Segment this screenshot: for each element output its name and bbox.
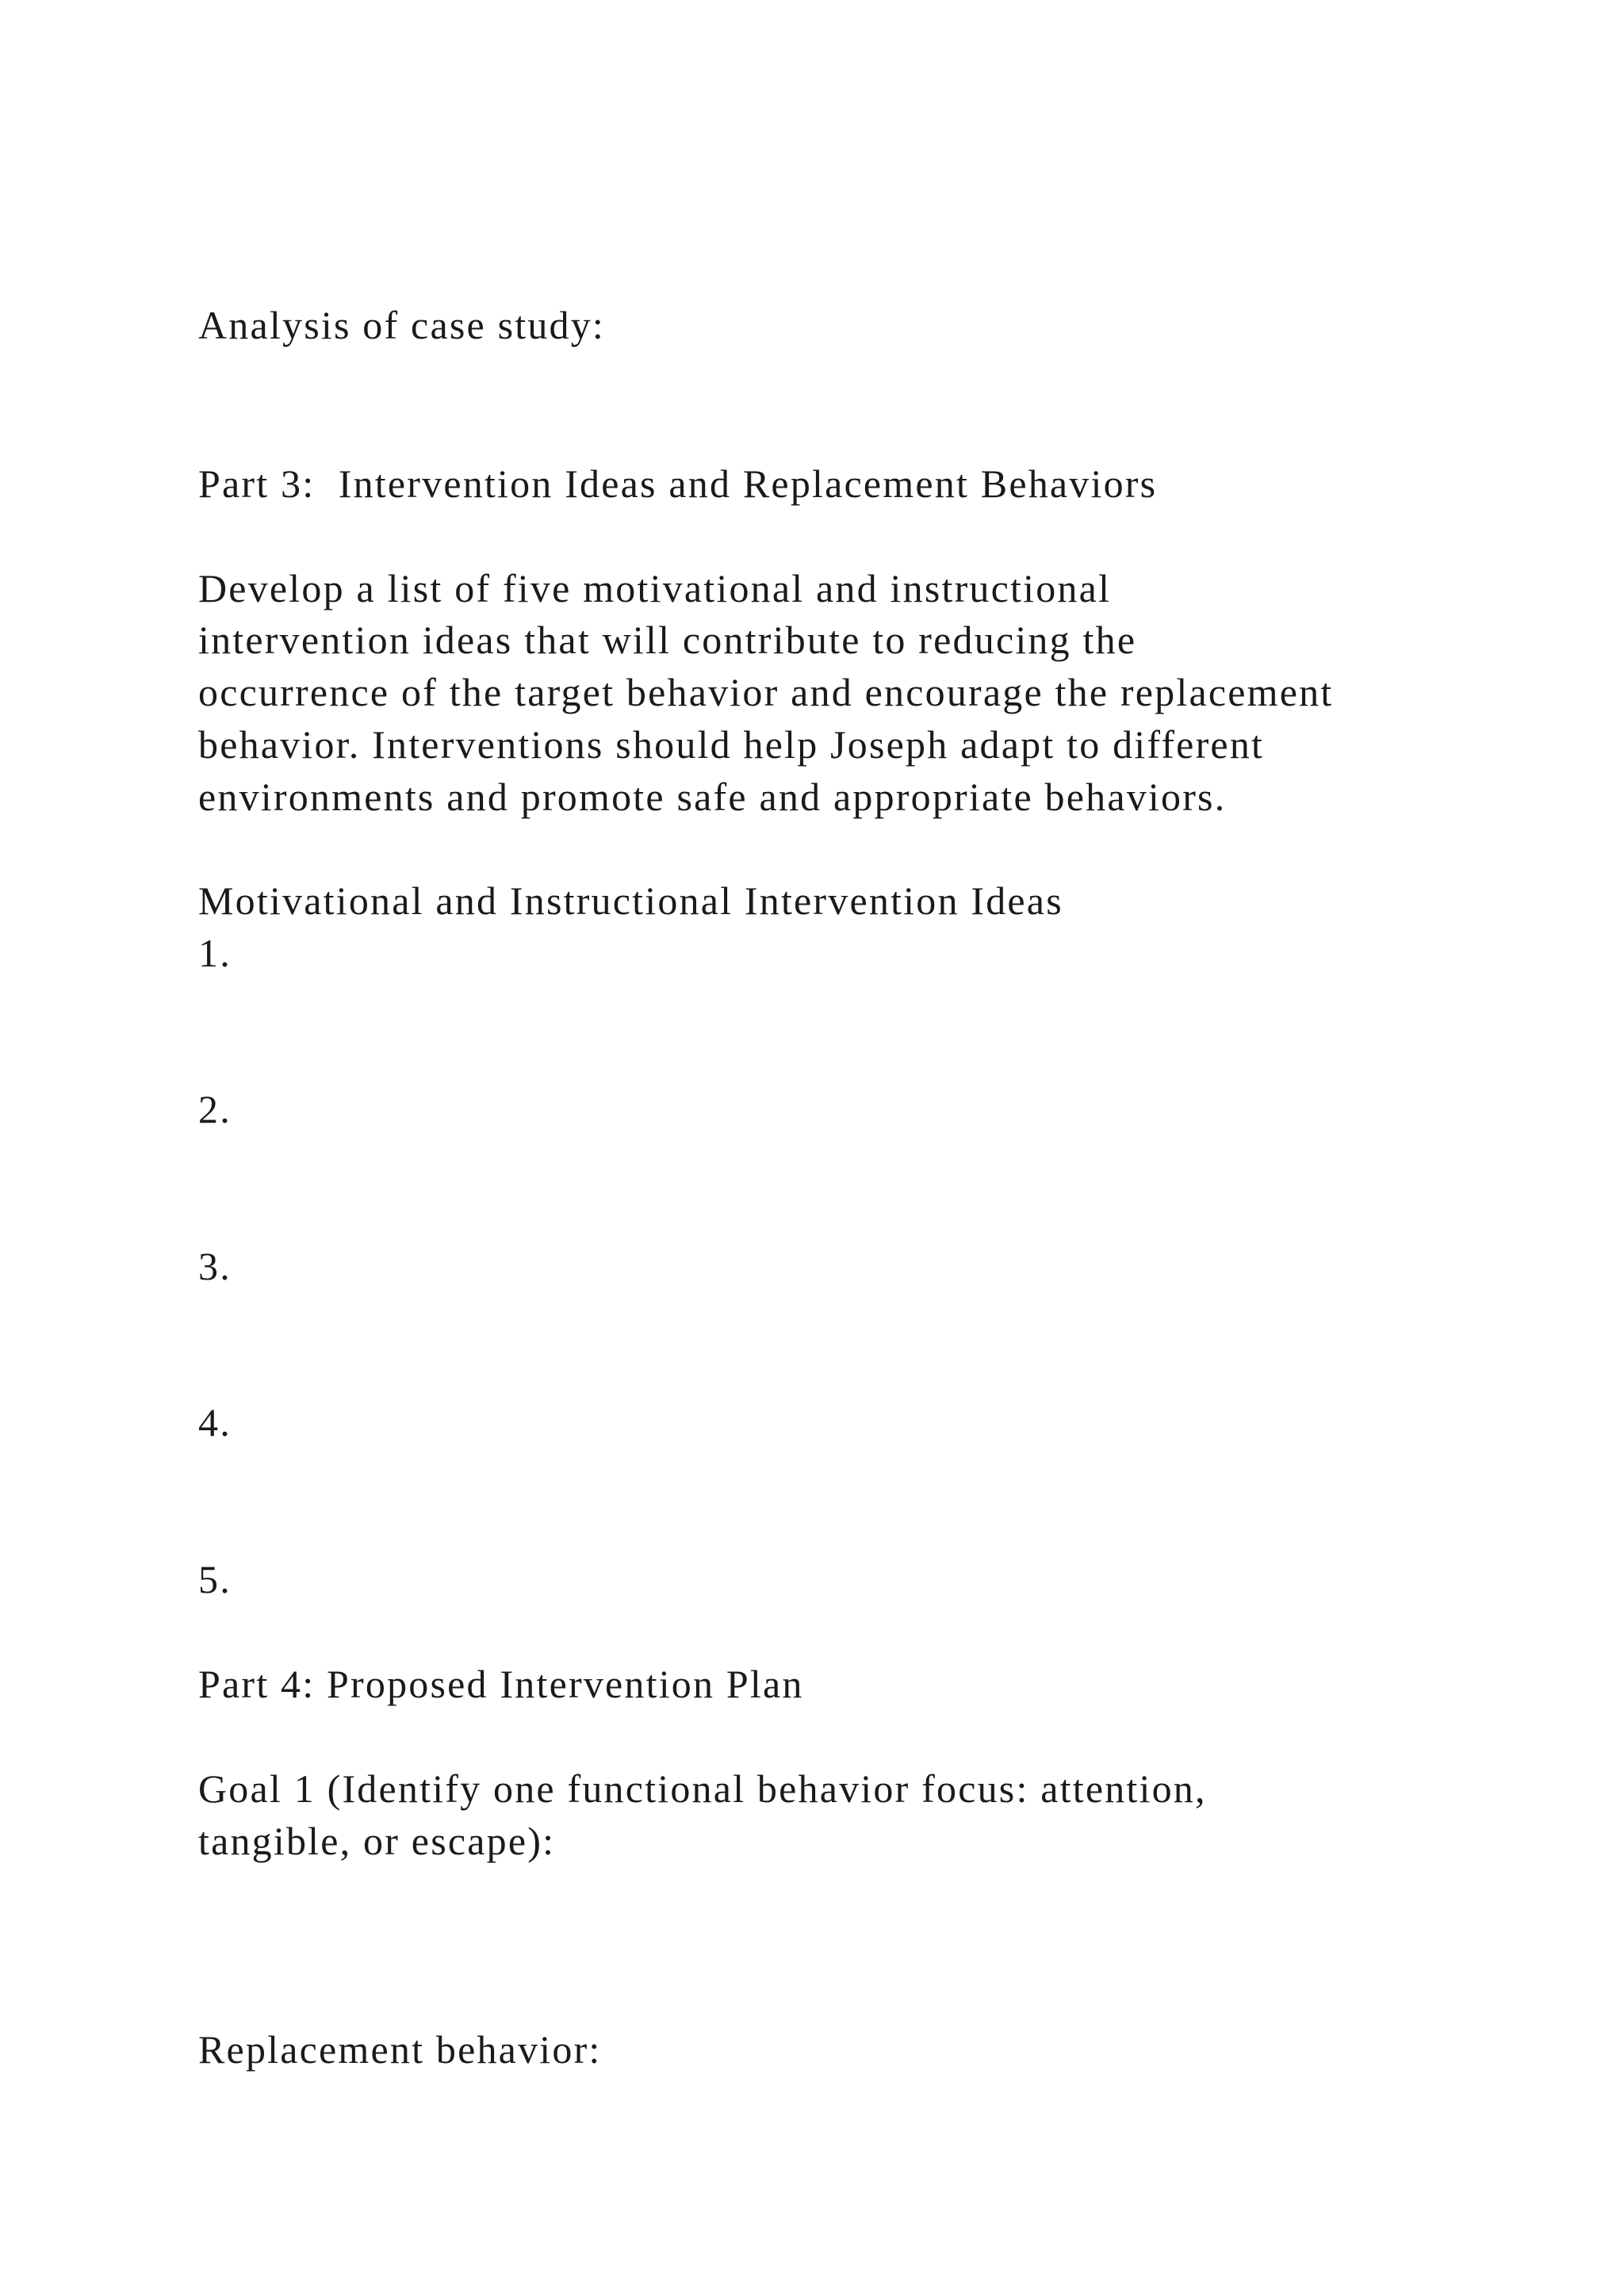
- goal-1-prompt-line: tangible, or escape):: [198, 1819, 556, 1863]
- intervention-item-number: 2.: [198, 1087, 232, 1131]
- part-3-instructions-line: occurrence of the target behavior and encourage the replacement: [198, 670, 1334, 714]
- intervention-list-heading: Motivational and Instructional Intervention Ideas: [198, 878, 1063, 923]
- part-4-title: Part 4: Proposed Intervention Plan: [198, 1662, 804, 1706]
- part-3-instructions-line: behavior. Interventions should help Joseph adapt to different: [198, 722, 1265, 767]
- intervention-item-number: 4.: [198, 1400, 232, 1445]
- intervention-item-number: 1.: [198, 931, 232, 975]
- part-3-title: Part 3: Intervention Ideas and Replacement Behaviors: [198, 461, 1158, 506]
- part-3-instructions-line: Develop a list of five motivational and instructional: [198, 566, 1112, 610]
- document-heading: Analysis of case study:: [198, 303, 606, 347]
- replacement-behavior-label: Replacement behavior:: [198, 2027, 602, 2072]
- intervention-item-number: 3.: [198, 1244, 232, 1288]
- goal-1-prompt-line: Goal 1 (Identify one functional behavior focus: attention,: [198, 1766, 1207, 1811]
- part-3-instructions-line: environments and promote safe and appropriate behaviors.: [198, 775, 1227, 819]
- intervention-item-number: 5.: [198, 1557, 232, 1601]
- part-3-instructions-line: intervention ideas that will contribute to reducing the: [198, 618, 1137, 662]
